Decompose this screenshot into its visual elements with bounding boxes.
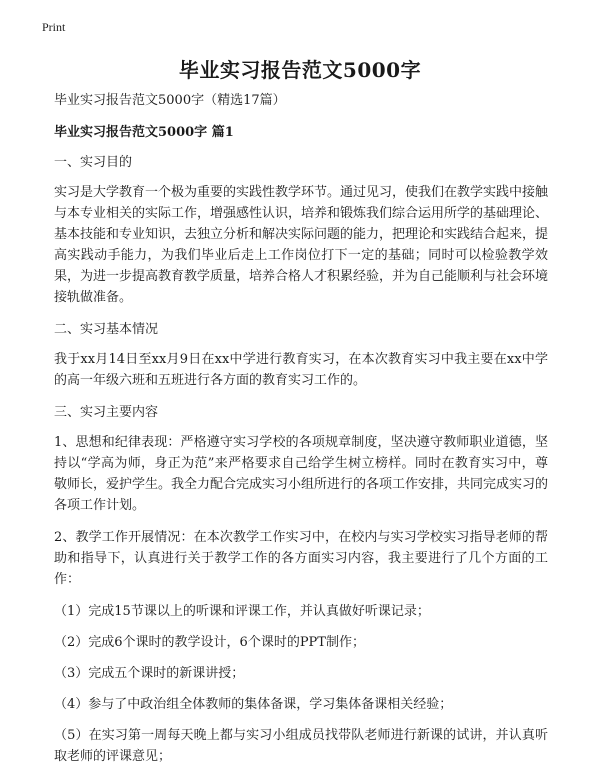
list-item: （2）完成6个课时的教学设计，6个课时的PPT制作；	[54, 635, 365, 650]
paragraph-basic-info: 我于xx月14日至xx月9日在xx中学进行教育实习，在本次教育实习中我主要在xx中学的高一年级六班和五班进行各方面的教育实习工作的。	[54, 352, 548, 388]
paragraph-conduct: 1、思想和纪律表现：严格遵守实习学校的各项规章制度，坚决遵守教师职业道德，坚持以“学高为师，身正为范”来严格要求自己给学生树立榜样。同时在教育实习中，尊敬师长，爱护学生。我全力配合完成实习小组所进行的各项工作安排，共同完成实习的各项工作计划。	[54, 435, 549, 513]
article-title: 毕业实习报告范文5000字 篇1	[54, 125, 234, 140]
print-label: Print	[42, 20, 66, 34]
paragraph-purpose: 实习是大学教育一个极为重要的实践性教学环节。通过见习，使我们在教学实践中接触与本专业相关的实际工作，增强感性认识，培养和锻炼我们综合运用所学的基础理论、基本技能和专业知识，去独立分析和解决实际问题的能力，把理论和实践结合起来，提高实践动手能力，为我们毕业后走上工作岗位打下一定的基础；同时可以检验教学效果，为进一步提高教育教学质量，培养合格人才积累经验，并为自己能顺利与社会环境接轨做准备。	[54, 185, 549, 305]
list-item: （3）完成五个课时的新课讲授；	[54, 666, 245, 681]
document-body	[54, 90, 548, 777]
list-item: （5）在实习第一周每天晚上都与实习小组成员找带队老师进行新课的试讲，并认真听取老师的评课意见；	[54, 728, 548, 764]
section-heading-basic-info: 二、实习基本情况	[54, 322, 159, 337]
section-heading-main-content: 三、实习主要内容	[54, 405, 159, 420]
paragraph-teaching: 2、教学工作开展情况：在本次教学工作实习中，在校内与实习学校实习指导老师的帮助和指导下，认真进行关于教学工作的各方面实习内容，我主要进行了几个方面的工作：	[54, 530, 548, 587]
section-heading-purpose: 一、实习目的	[54, 155, 133, 170]
list-item: （1）完成15节课以上的听课和评课工作，并认真做好听课记录；	[54, 604, 430, 619]
list-item: （4）参与了中政治组全体教师的集体备课，学习集体备课相关经验；	[54, 697, 453, 712]
document-title: 毕业实习报告范文5000字	[178, 58, 422, 82]
document-subtitle: 毕业实习报告范文5000字（精选17篇）	[54, 93, 286, 108]
